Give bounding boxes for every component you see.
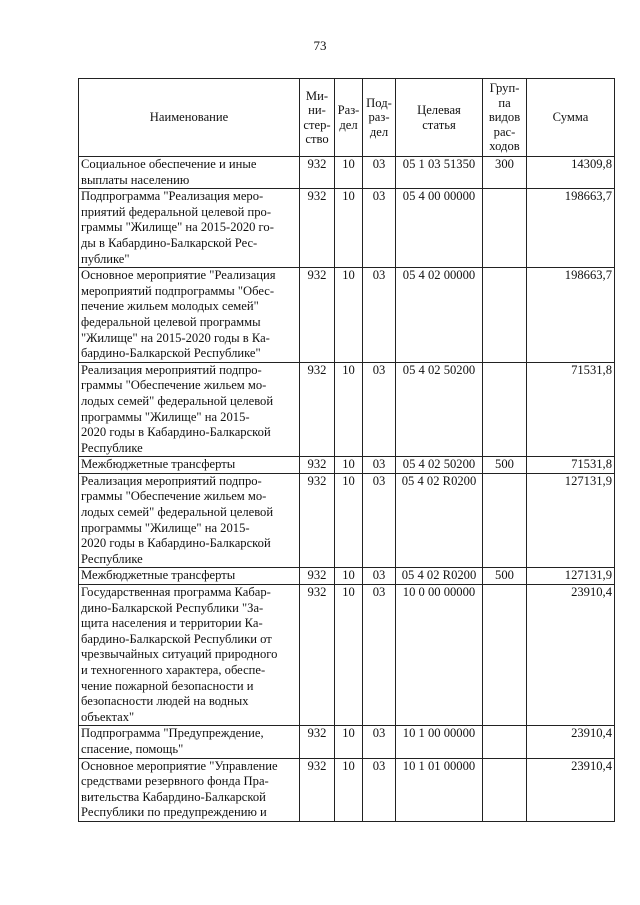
row-target: 05 4 02 50200: [396, 457, 483, 474]
row-subsection: 03: [363, 726, 396, 758]
header-target: Целевая статья: [396, 79, 483, 157]
table-row: [79, 568, 615, 585]
header-name: Наименование: [79, 79, 300, 157]
row-subsection: 03: [363, 457, 396, 474]
table-row: [79, 362, 615, 457]
row-name: Реализация мероприятий подпро- граммы "Обеспечение жильем мо- лодых семей" федеральной целевой программы "Жилище" на 2015- 2020 годы в Кабардино-Балкарской Республике: [79, 362, 300, 457]
row-sum: 23910,4: [527, 726, 615, 758]
header-section: Раз- дел: [335, 79, 363, 157]
page-number: 73: [313, 38, 327, 53]
row-subsection: 03: [363, 362, 396, 457]
row-sum: 71531,8: [527, 457, 615, 474]
row-target: 05 4 02 R0200: [396, 473, 483, 568]
table-row: [79, 726, 615, 758]
row-name: Основное мероприятие "Управление средствами резервного фонда Пра- вительства Кабардино-Балкарской Республики по предупреждению и: [79, 758, 300, 821]
row-group: [483, 473, 527, 568]
row-target: 05 4 02 R0200: [396, 568, 483, 585]
row-group: [483, 268, 527, 363]
header-ministry: Ми- ни- стер- ство: [300, 79, 335, 157]
row-section: 10: [335, 189, 363, 268]
budget-table: [78, 78, 615, 822]
row-target: 10 1 00 00000: [396, 726, 483, 758]
row-subsection: 03: [363, 473, 396, 568]
row-target: 05 4 02 00000: [396, 268, 483, 363]
row-group: 500: [483, 568, 527, 585]
row-name: Межбюджетные трансферты: [79, 568, 300, 585]
row-subsection: 03: [363, 758, 396, 821]
row-subsection: 03: [363, 157, 396, 189]
row-name: Подпрограмма "Реализация меро- приятий федеральной целевой про- граммы "Жилище" на 2015-2020 го- ды в Кабардино-Балкарской Рес- публике": [79, 189, 300, 268]
row-ministry: 932: [300, 268, 335, 363]
row-ministry: 932: [300, 758, 335, 821]
row-sum: 198663,7: [527, 189, 615, 268]
row-group: [483, 362, 527, 457]
row-ministry: 932: [300, 568, 335, 585]
row-sum: 198663,7: [527, 268, 615, 363]
row-subsection: 03: [363, 585, 396, 726]
header-sum: Сумма: [527, 79, 615, 157]
row-name: Государственная программа Кабар- дино-Балкарской Республики "За- щита населения и территории Ка- бардино-Балкарской Республики от чрезвычайных ситуаций природного и техногенного характера, обеспе- чение пожарной безопасности и безопасности людей на водных объектах": [79, 585, 300, 726]
row-section: 10: [335, 268, 363, 363]
row-ministry: 932: [300, 726, 335, 758]
table-row: [79, 457, 615, 474]
row-target: 05 1 03 51350: [396, 157, 483, 189]
row-subsection: 03: [363, 189, 396, 268]
row-subsection: 03: [363, 268, 396, 363]
row-group: 300: [483, 157, 527, 189]
table-row: [79, 585, 615, 726]
row-section: 10: [335, 568, 363, 585]
row-subsection: 03: [363, 568, 396, 585]
table-row: [79, 473, 615, 568]
row-section: 10: [335, 473, 363, 568]
row-ministry: 932: [300, 585, 335, 726]
row-group: 500: [483, 457, 527, 474]
row-name: Подпрограмма "Предупреждение, спасение, помощь": [79, 726, 300, 758]
row-group: [483, 758, 527, 821]
row-ministry: 932: [300, 189, 335, 268]
row-section: 10: [335, 585, 363, 726]
row-group: [483, 585, 527, 726]
table-row: [79, 758, 615, 821]
row-sum: 23910,4: [527, 758, 615, 821]
row-section: 10: [335, 758, 363, 821]
row-name: Реализация мероприятий подпро- граммы "Обеспечение жильем мо- лодых семей" федеральной целевой программы "Жилище" на 2015- 2020 годы в Кабардино-Балкарской Республике: [79, 473, 300, 568]
row-section: 10: [335, 157, 363, 189]
row-section: 10: [335, 457, 363, 474]
row-ministry: 932: [300, 157, 335, 189]
row-sum: 127131,9: [527, 568, 615, 585]
row-name: Социальное обеспечение и иные выплаты населению: [79, 157, 300, 189]
row-name: Основное мероприятие "Реализация мероприятий подпрограммы "Обес- печение жильем молодых семей" федеральной целевой программы "Жилище" на 2015-2020 годы в Ка- бардино-Балкарской Республике": [79, 268, 300, 363]
row-ministry: 932: [300, 473, 335, 568]
row-sum: 71531,8: [527, 362, 615, 457]
table-row: [79, 268, 615, 363]
row-section: 10: [335, 726, 363, 758]
row-ministry: 932: [300, 457, 335, 474]
table-row: [79, 157, 615, 189]
row-sum: 23910,4: [527, 585, 615, 726]
row-ministry: 932: [300, 362, 335, 457]
row-target: 10 0 00 00000: [396, 585, 483, 726]
table-header-row: [79, 79, 615, 157]
row-sum: 127131,9: [527, 473, 615, 568]
row-group: [483, 726, 527, 758]
row-target: 05 4 02 50200: [396, 362, 483, 457]
row-section: 10: [335, 362, 363, 457]
row-name: Межбюджетные трансферты: [79, 457, 300, 474]
row-group: [483, 189, 527, 268]
row-target: 05 4 00 00000: [396, 189, 483, 268]
row-target: 10 1 01 00000: [396, 758, 483, 821]
row-sum: 14309,8: [527, 157, 615, 189]
header-subsection: Под- раз- дел: [363, 79, 396, 157]
table-row: [79, 189, 615, 268]
header-group: Груп- па видов рас- ходов: [483, 79, 527, 157]
